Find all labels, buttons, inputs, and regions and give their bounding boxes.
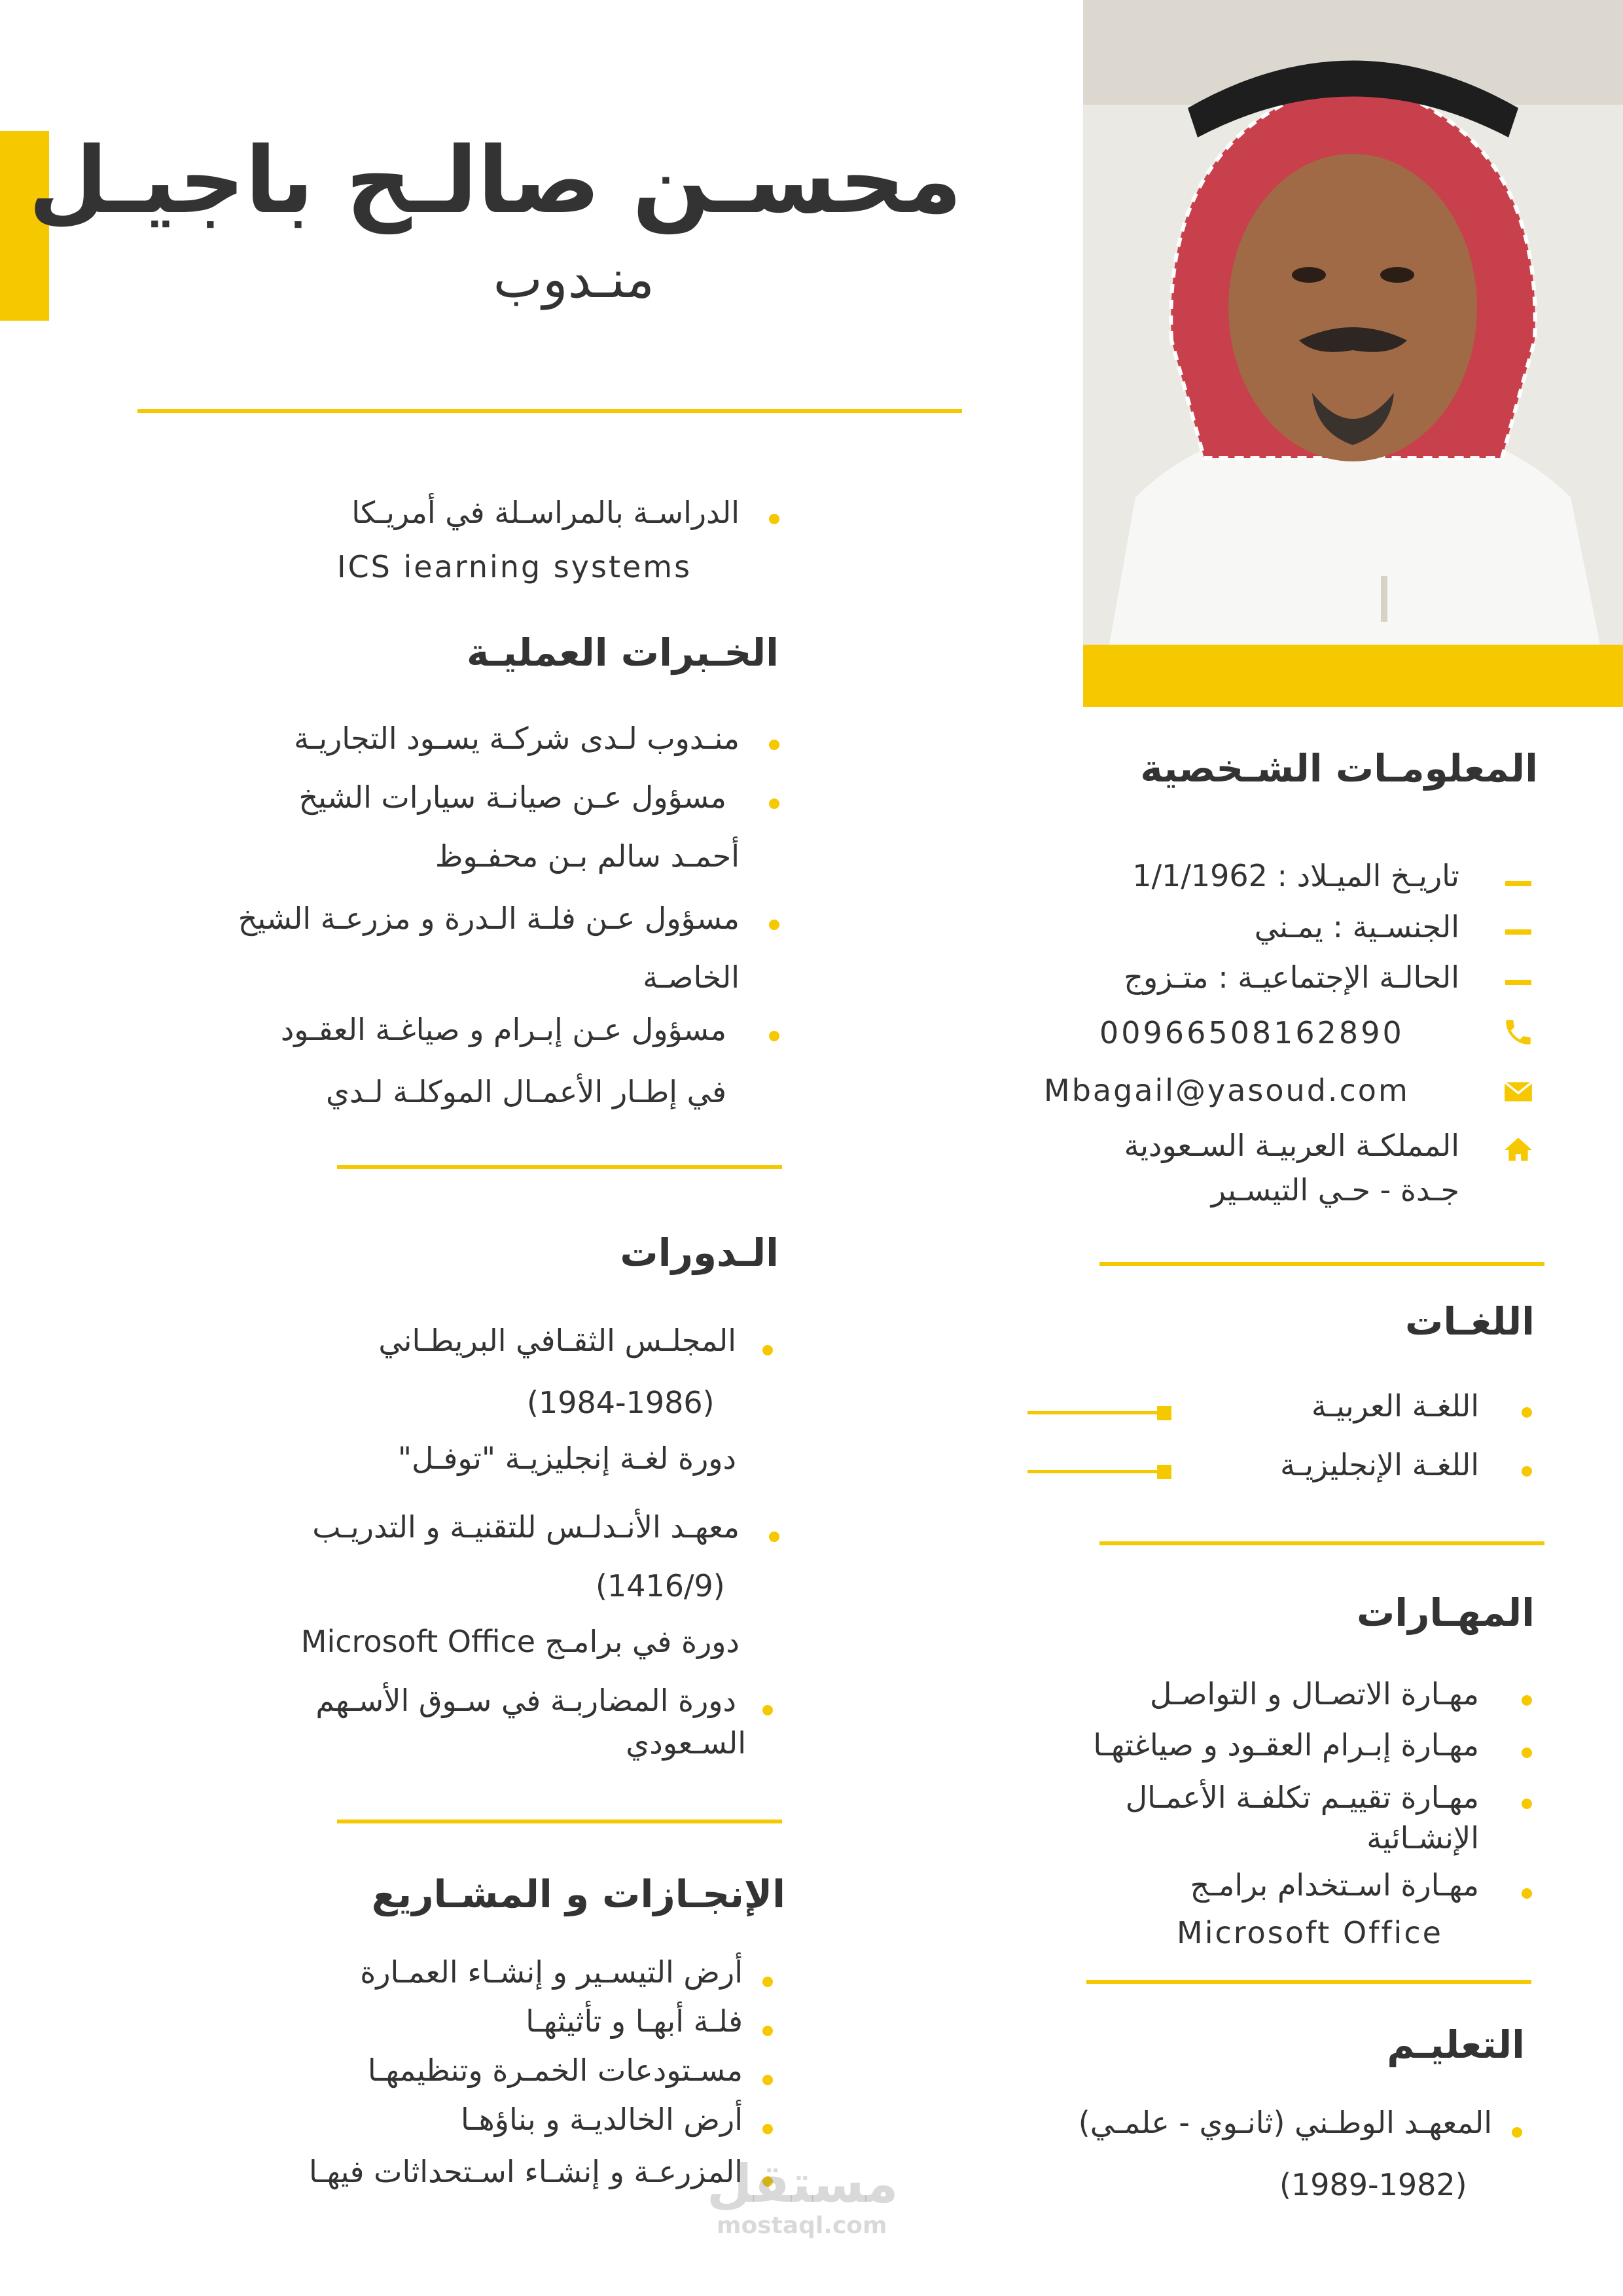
experience-item: منـدوب لـدى شركـة يسـود التجاريـة — [294, 721, 740, 756]
course-item: (1984-1986) — [527, 1385, 715, 1420]
course-item: دورة المضاربـة في سـوق الأسـهم — [315, 1683, 736, 1718]
watermark-logo: مستقل — [707, 2153, 899, 2214]
language-arabic: اللغـة العربيـة — [1311, 1388, 1479, 1424]
photo-accent-band — [1083, 645, 1623, 707]
bullet-dot — [762, 1705, 773, 1715]
language-level-marker — [1157, 1406, 1171, 1420]
language-level-marker — [1157, 1465, 1171, 1479]
bullet-dot — [1512, 2127, 1522, 2138]
language-english: اللغـة الإنجليزيـة — [1280, 1447, 1479, 1482]
birth-date: تاريـخ الميـلاد : 1/1/1962 — [1132, 858, 1459, 893]
nationality: الجنسـية : يمـني — [1254, 909, 1459, 944]
section-divider — [337, 1165, 782, 1169]
section-divider — [1099, 1541, 1544, 1545]
education-heading: التعليـم — [1387, 2022, 1525, 2067]
bullet-dot — [769, 1532, 779, 1542]
skill-item: مهـارة الاتصـال و التواصـل — [1150, 1676, 1479, 1712]
languages-heading: اللغـات — [1405, 1299, 1535, 1344]
project-item: أرض التيسـير و إنشـاء العمـارة — [360, 1954, 743, 1990]
bullet-dot — [1522, 1888, 1532, 1899]
bullet-dot — [1522, 1407, 1532, 1418]
skills-heading: المهـارات — [1357, 1590, 1535, 1635]
bullet-dot — [762, 1977, 773, 1987]
bullet-dot — [769, 514, 779, 524]
section-divider — [1099, 1262, 1544, 1266]
course-item: دورة في برامـج Microsoft Office — [300, 1624, 740, 1659]
marital-status: الحالـة الإجتماعيـة : متـزوج — [1124, 960, 1459, 995]
language-level-line — [1027, 1411, 1171, 1414]
skill-item: الإنشـائية — [1366, 1820, 1479, 1856]
experience-item: الخاصـة — [643, 960, 740, 995]
address-line1: المملكـة العربيـة السـعودية — [1124, 1128, 1459, 1163]
skill-item: مهـارة اسـتخدام برامـج — [1190, 1867, 1479, 1903]
profile-photo — [1083, 0, 1623, 645]
education-note-line2: ICS iearning systems — [337, 549, 692, 584]
skill-item: مهـارة تقييـم تكلفـة الأعمـال — [1125, 1780, 1479, 1815]
phone-number[interactable]: 00966508162890 — [1099, 1015, 1404, 1050]
watermark-url: mostaql.com — [717, 2212, 887, 2239]
bullet-dot — [762, 2075, 773, 2085]
course-item: (1416/9) — [596, 1568, 725, 1604]
experience-heading: الخـبرات العمليـة — [466, 630, 779, 675]
personal-info-heading: المعلومـات الشـخصية — [1140, 746, 1538, 791]
experience-item: مسؤول عـن إبـرام و صياغـة العقـود — [280, 1012, 726, 1047]
bullet-dot — [769, 798, 779, 809]
project-item: أرض الخالديـة و بناؤهـا — [461, 2102, 743, 2137]
education-note-line1: الدراسـة بالمراسـلة في أمريـكا — [351, 495, 740, 530]
bullet-dot — [769, 1031, 779, 1041]
bullet-dot — [1522, 1466, 1532, 1477]
experience-item: أحمـد سالم بـن محفـوظ — [435, 838, 740, 874]
bullet-dot — [1522, 1799, 1532, 1809]
skill-item: Microsoft Office — [1177, 1915, 1443, 1950]
bullet-dash — [1505, 980, 1531, 985]
person-name: محسـن صالـح باجيـل — [28, 128, 962, 234]
bullet-dot — [769, 920, 779, 930]
email-address[interactable]: Mbagail@yasoud.com — [1044, 1073, 1410, 1108]
bullet-dot — [762, 2124, 773, 2134]
bullet-dash — [1505, 929, 1531, 935]
address-line2: جـدة - حـي التيسـير — [1211, 1172, 1459, 1208]
phone-icon — [1502, 1016, 1535, 1049]
language-level-line — [1027, 1470, 1171, 1473]
bullet-dash — [1505, 881, 1531, 886]
project-item: المزرعـة و إنشـاء اسـتحداثات فيهـا — [308, 2154, 743, 2189]
section-divider — [337, 1820, 782, 1823]
experience-item: مسؤول عـن فلـة الـدرة و مزرعـة الشيخ — [238, 901, 740, 936]
skill-item: مهـارة إبـرام العقـود و صياغتهـا — [1093, 1727, 1479, 1763]
course-item: السـعودي — [626, 1725, 746, 1761]
bullet-dot — [769, 740, 779, 750]
course-item: دورة لغـة إنجليزيـة "توفـل" — [397, 1441, 736, 1476]
courses-heading: الـدورات — [620, 1230, 779, 1275]
project-item: مسـتودعات الخمـرة وتنظيمهـا — [367, 2053, 743, 2088]
project-item: فلـة أبهـا و تأثيثهـا — [526, 2003, 743, 2039]
bullet-dot — [762, 1345, 773, 1355]
course-item: المجلـس الثقـافي البريطـاني — [378, 1323, 736, 1358]
mail-icon — [1502, 1075, 1535, 1108]
education-item: المعهـد الوطـني (ثانـوي - علمـي) — [1078, 2105, 1492, 2140]
bullet-dot — [1522, 1748, 1532, 1758]
bullet-dot — [1522, 1695, 1532, 1706]
projects-heading: الإنجـازات و المشـاريع — [371, 1872, 785, 1916]
education-item: (1989-1982) — [1279, 2167, 1467, 2202]
bullet-dot — [762, 2026, 773, 2036]
home-icon — [1502, 1134, 1535, 1166]
header-divider — [137, 409, 962, 413]
experience-item: في إطـار الأعمـال الموكلـة لـدي — [326, 1074, 726, 1109]
job-title: منـدوب — [493, 249, 654, 310]
section-divider — [1086, 1980, 1531, 1984]
experience-item: مسؤول عـن صيانـة سيارات الشيخ — [298, 780, 726, 815]
course-item: معهـد الأنـدلـس للتقنيـة و التدريـب — [312, 1509, 740, 1545]
